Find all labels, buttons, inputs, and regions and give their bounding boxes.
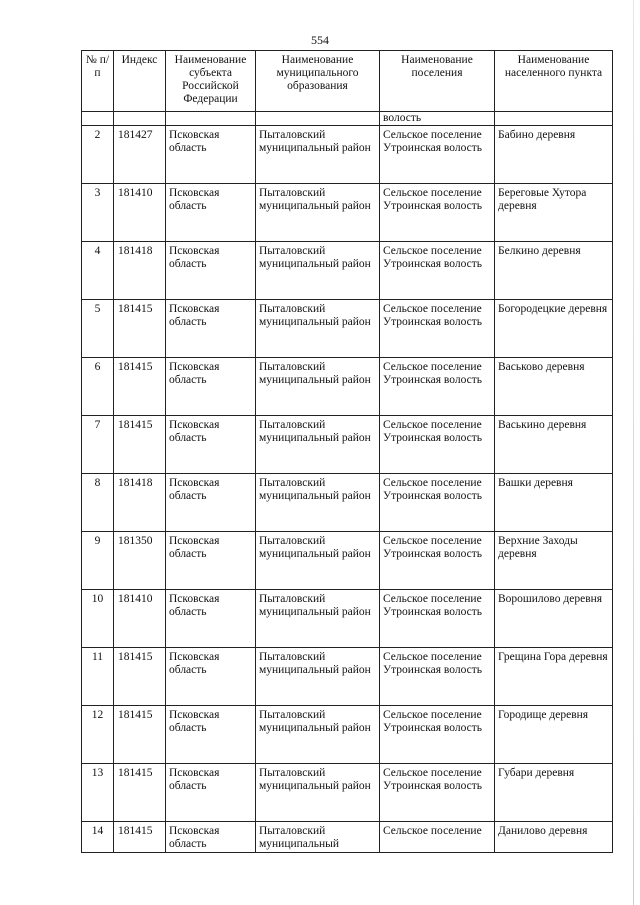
cell-municipality: Пыталовский муниципальный район bbox=[256, 706, 380, 764]
cell-subject: Псковская область bbox=[166, 764, 256, 822]
table-row bbox=[82, 532, 613, 590]
cell-settlement: Сельское поселение Утроинская волость bbox=[380, 706, 495, 764]
cell-number: 9 bbox=[82, 532, 114, 590]
cell-locality: Вашки деревня bbox=[495, 474, 613, 532]
cell-locality: Городище деревня bbox=[495, 706, 613, 764]
cell-locality: Васьково деревня bbox=[495, 358, 613, 416]
cell-locality: Губари деревня bbox=[495, 764, 613, 822]
cell-index bbox=[114, 112, 166, 126]
cell-municipality: Пыталовский муниципальный район bbox=[256, 242, 380, 300]
header-index: Индекс bbox=[114, 51, 166, 112]
cell-number: 3 bbox=[82, 184, 114, 242]
cell-number: 4 bbox=[82, 242, 114, 300]
cell-subject: Псковская область bbox=[166, 358, 256, 416]
cell-number: 12 bbox=[82, 706, 114, 764]
cell-number bbox=[82, 112, 114, 126]
cell-subject: Псковская область bbox=[166, 706, 256, 764]
cell-settlement: Сельское поселение Утроинская волость bbox=[380, 416, 495, 474]
cell-number: 8 bbox=[82, 474, 114, 532]
cell-locality: Бабино деревня bbox=[495, 126, 613, 184]
table-row bbox=[82, 416, 613, 474]
cell-municipality bbox=[256, 112, 380, 126]
cell-index: 181415 bbox=[114, 822, 166, 853]
cell-number: 13 bbox=[82, 764, 114, 822]
cell-subject: Псковская область bbox=[166, 590, 256, 648]
cell-municipality: Пыталовский муниципальный район bbox=[256, 300, 380, 358]
cell-subject: Псковская область bbox=[166, 474, 256, 532]
table-row bbox=[82, 822, 613, 853]
cell-subject: Псковская область bbox=[166, 648, 256, 706]
cell-subject: Псковская область bbox=[166, 822, 256, 853]
table-row bbox=[82, 242, 613, 300]
cell-index: 181350 bbox=[114, 532, 166, 590]
cell-locality: Верхние Заходы деревня bbox=[495, 532, 613, 590]
cell-subject: Псковская область bbox=[166, 532, 256, 590]
cell-index: 181415 bbox=[114, 416, 166, 474]
cell-settlement: Сельское поселение Утроинская волость bbox=[380, 764, 495, 822]
cell-settlement: Сельское поселение Утроинская волость bbox=[380, 126, 495, 184]
cell-locality bbox=[495, 112, 613, 126]
cell-settlement: Сельское поселение Утроинская волость bbox=[380, 184, 495, 242]
settlements-table bbox=[81, 50, 613, 853]
cell-settlement: Сельское поселение Утроинская волость bbox=[380, 590, 495, 648]
cell-locality: Данилово деревня bbox=[495, 822, 613, 853]
cell-municipality: Пыталовский муниципальный район bbox=[256, 590, 380, 648]
cell-settlement: волость bbox=[380, 112, 495, 126]
cell-number: 6 bbox=[82, 358, 114, 416]
cell-municipality: Пыталовский муниципальный район bbox=[256, 126, 380, 184]
cell-number: 2 bbox=[82, 126, 114, 184]
cell-index: 181418 bbox=[114, 474, 166, 532]
table-row bbox=[82, 474, 613, 532]
cell-locality: Грещина Гора деревня bbox=[495, 648, 613, 706]
cell-municipality: Пыталовский муниципальный район bbox=[256, 764, 380, 822]
cell-settlement: Сельское поселение Утроинская волость bbox=[380, 648, 495, 706]
cell-municipality: Пыталовский муниципальный район bbox=[256, 358, 380, 416]
header-number: № п/п bbox=[82, 51, 114, 112]
table-row bbox=[82, 590, 613, 648]
cell-municipality: Пыталовский муниципальный район bbox=[256, 416, 380, 474]
cell-index: 181410 bbox=[114, 184, 166, 242]
cell-locality: Береговые Хутора деревня bbox=[495, 184, 613, 242]
cell-subject: Псковская область bbox=[166, 242, 256, 300]
table-row bbox=[82, 184, 613, 242]
cell-number: 7 bbox=[82, 416, 114, 474]
header-municipality: Наименование муниципального образования bbox=[256, 51, 380, 112]
cell-settlement: Сельское поселение Утроинская волость bbox=[380, 532, 495, 590]
cell-subject: Псковская область bbox=[166, 416, 256, 474]
continuation-row bbox=[82, 112, 613, 126]
cell-index: 181410 bbox=[114, 590, 166, 648]
cell-index: 181415 bbox=[114, 358, 166, 416]
cell-number: 14 bbox=[82, 822, 114, 853]
cell-municipality: Пыталовский муниципальный район bbox=[256, 532, 380, 590]
table-row bbox=[82, 126, 613, 184]
header-settlement: Наименование поселения bbox=[380, 51, 495, 112]
cell-locality: Белкино деревня bbox=[495, 242, 613, 300]
cell-settlement: Сельское поселение bbox=[380, 822, 495, 853]
cell-settlement: Сельское поселение Утроинская волость bbox=[380, 474, 495, 532]
cell-number: 5 bbox=[82, 300, 114, 358]
cell-settlement: Сельское поселение Утроинская волость bbox=[380, 300, 495, 358]
page-number: 554 bbox=[311, 33, 329, 47]
header-subject: Наименование субъекта Российской Федерации bbox=[166, 51, 256, 112]
table-row bbox=[82, 358, 613, 416]
cell-number: 10 bbox=[82, 590, 114, 648]
cell-index: 181415 bbox=[114, 300, 166, 358]
table-row bbox=[82, 300, 613, 358]
cell-locality: Васькино деревня bbox=[495, 416, 613, 474]
cell-municipality: Пыталовский муниципальный район bbox=[256, 184, 380, 242]
cell-locality: Богородецкие деревня bbox=[495, 300, 613, 358]
cell-municipality: Пыталовский муниципальный район bbox=[256, 648, 380, 706]
table-row bbox=[82, 706, 613, 764]
cell-index: 181427 bbox=[114, 126, 166, 184]
cell-number: 11 bbox=[82, 648, 114, 706]
table-row bbox=[82, 648, 613, 706]
cell-municipality: Пыталовский муниципальный bbox=[256, 822, 380, 853]
cell-settlement: Сельское поселение Утроинская волость bbox=[380, 358, 495, 416]
scan-edge bbox=[633, 0, 634, 905]
cell-locality: Ворошилово деревня bbox=[495, 590, 613, 648]
cell-subject: Псковская область bbox=[166, 126, 256, 184]
cell-municipality: Пыталовский муниципальный район bbox=[256, 474, 380, 532]
header-locality: Наименование населенного пункта bbox=[495, 51, 613, 112]
cell-settlement: Сельское поселение Утроинская волость bbox=[380, 242, 495, 300]
cell-index: 181415 bbox=[114, 648, 166, 706]
cell-index: 181415 bbox=[114, 764, 166, 822]
table-header-row bbox=[82, 51, 613, 112]
table-row bbox=[82, 764, 613, 822]
cell-subject bbox=[166, 112, 256, 126]
cell-index: 181418 bbox=[114, 242, 166, 300]
cell-index: 181415 bbox=[114, 706, 166, 764]
cell-subject: Псковская область bbox=[166, 300, 256, 358]
cell-subject: Псковская область bbox=[166, 184, 256, 242]
